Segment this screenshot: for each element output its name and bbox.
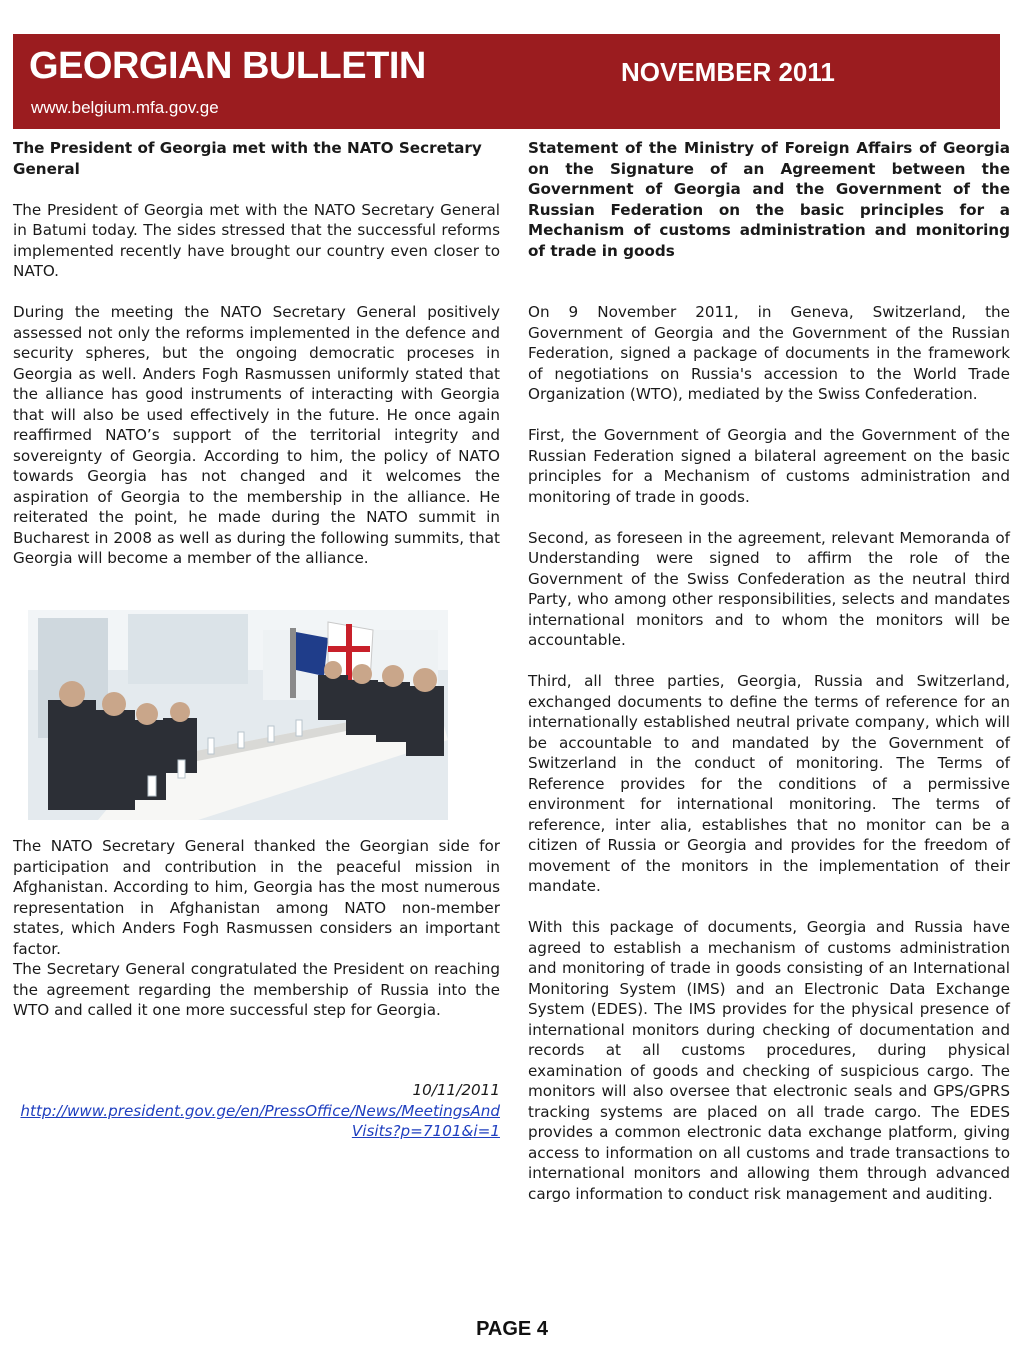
meeting-photo: [28, 610, 448, 820]
article-paragraph: During the meeting the NATO Secretary General positively assessed not only the reforms implemented in the defence and security spheres, but the ongoing democratic proceses in Georgia as well. Anders Fogh Rasmussen uniformly stated that the alliance has good instruments of interacting with Georgia that will also be used effectively in the future. He once again reaffirmed NATO’s support of the territorial integrity and sovereignty of Georgia. According to him, the policy of NATO towards Georgia has not changed and it welcomes the aspiration of Georgia to the membership in the alliance. He reiterated the point, he made during the NATO summit in Bucharest in 2008 as well as during the following summits, that Georgia will become a member of the alliance.: [13, 303, 500, 567]
article-paragraph: With this package of documents, Georgia and Russia have agreed to establish a mechanism of customs administration and monitoring of trade in goods consisting of an International Monitoring System (IMS) and an Electronic Data Exchange System (EDES). The IMS provides for the physical presence of international monitors during checking of documentation and records at all customs procedures, during physical examination of goods and checking of suspicious cargo. The monitors will also oversee that electronic seals and GPS/GPRS tracking systems are placed on all trade cargo. The EDES provides a common electronic data exchange platform, giving access to information on all customs and trade transactions to international monitors and allowing them through advanced cargo information to conduct risk management and auditing.: [528, 918, 1010, 1203]
bulletin-url[interactable]: www.belgium.mfa.gov.ge: [31, 98, 219, 117]
article-heading-nato: The President of Georgia met with the NATO Secretary General: [13, 139, 482, 178]
article-paragraph: The Secretary General congratulated the President on reaching the agreement regarding the membership of Russia into the WTO and called it one more successful step for Georgia.: [13, 960, 500, 1019]
article-paragraph: On 9 November 2011, in Geneva, Switzerland, the Government of Georgia and the Government of the Russian Federation, signed a package of documents in the framework of negotiations on Russia's accession to the World Trade Organization (WTO), mediated by the Swiss Confederation.: [528, 303, 1010, 403]
header-banner: [13, 34, 1000, 129]
article-paragraph: The NATO Secretary General thanked the Georgian side for participation and contribution in the peaceful mission in Afghanistan. According to him, Georgia has the most numerous representation in Afghanistan among NATO non-member states, which Anders Fogh Rasmussen considers an important factor.: [13, 837, 500, 958]
left-column-continued: [13, 836, 500, 1021]
article-heading-statement: Statement of the Ministry of Foreign Affairs of Georgia on the Signature of an Agreement between the Government of Georgia and the Government of the Russian Federation on the basic principles for a Mechanism of customs administration and monitoring of trade in goods: [528, 139, 1010, 260]
source-link[interactable]: http://www.president.gov.ge/en/PressOffice/News/MeetingsAndVisits?p=7101&i=1: [20, 1101, 500, 1140]
bulletin-date: NOVEMBER 2011: [621, 57, 835, 87]
article-date: 10/11/2011: [412, 1081, 500, 1099]
right-column: [528, 138, 1010, 1204]
article-paragraph: Second, as foreseen in the agreement, relevant Memoranda of Understanding were signed to affirm the role of the Government of the Swiss Confederation as the neutral third Party, who among other responsibilities, selects and mandates international monitors and to whom the monitors will be accountable.: [528, 528, 1010, 649]
article-paragraph: The President of Georgia met with the NATO Secretary General in Batumi today. The sides stressed that the successful reforms implemented recently have brought our country even closer to NATO.: [13, 200, 500, 280]
bulletin-title: GEORGIAN BULLETIN: [29, 45, 426, 87]
article-paragraph: First, the Government of Georgia and the Government of the Russian Federation signed a bilateral agreement on the basic principles for a Mechanism of customs administration and monitoring of trade in goods.: [528, 426, 1010, 506]
article-signoff: [13, 1080, 500, 1142]
left-column: [13, 138, 500, 569]
page-number: PAGE 4: [476, 1318, 548, 1340]
article-paragraph: Third, all three parties, Georgia, Russia and Switzerland, exchanged documents to define the terms of reference for an internationally established neutral private company, which will be accountable to and mandated by the Government of Switzerland in the conduct of monitoring. The Terms of Reference provides for the conditions of a permissive environment for international monitoring. The terms of reference, inter alia, establishes that no monitor can be a citizen of Russia or Georgia and provides for the freedom of movement of the monitors in the implementation of their mandate.: [528, 672, 1010, 895]
